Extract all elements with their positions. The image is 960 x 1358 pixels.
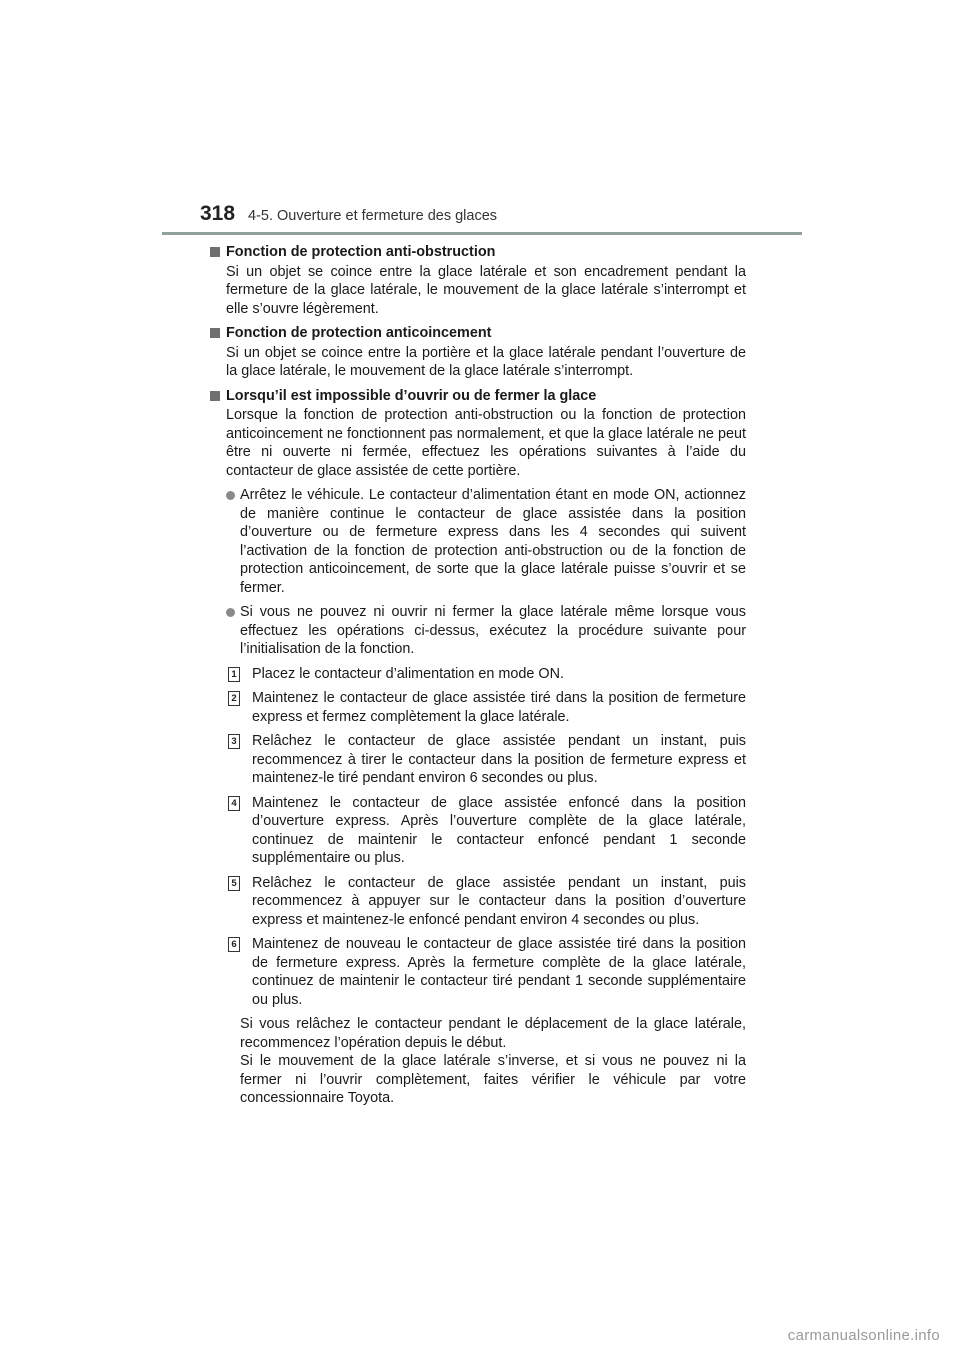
step-number-badge: 4 — [228, 796, 240, 811]
main-content — [210, 243, 746, 1114]
step-text: Maintenez le contacteur de glace assistée enfoncé dans la position d’ouverture express. Après l’ouverture complète de la glace latérale, continuez de maintenir le contacteur enfoncé pendant 1 seconde supplémentaire ou plus. — [252, 794, 746, 866]
page-header — [0, 0, 960, 236]
step-item — [210, 794, 746, 868]
step-number-badge: 1 — [228, 667, 240, 682]
section-heading — [210, 324, 746, 343]
step-text: Maintenez le contacteur de glace assistée tiré dans la position de fermeture express et fermez complètement la glace latérale. — [252, 690, 746, 725]
section-impossible-open-close — [210, 387, 746, 1108]
bullet-text: Arrêtez le véhicule. Le contacteur d’alimentation étant en mode ON, actionnez de manière continue le contacteur de glace assistée dans la position d’ouverture ou de fermeture express dans les 4 secondes qui suivent l’activation de la fonction de protection anti-obstruction ou de la fonction de protection anticoincement, de sorte que la glace latérale puisse s’ouvrir et se fermer. — [240, 487, 746, 596]
section-heading-text: Lorsqu’il est impossible d’ouvrir ou de fermer la glace — [226, 387, 597, 404]
closing-note: Si vous relâchez le contacteur pendant le déplacement de la glace latérale, recommencez l’opération depuis le début. — [240, 1016, 746, 1051]
section-heading — [210, 387, 746, 406]
round-bullet-icon — [226, 491, 235, 500]
square-bullet-icon — [210, 328, 220, 338]
bullet-text: Si vous ne pouvez ni ouvrir ni fermer la glace latérale même lorsque vous effectuez les opérations ci-dessus, exécutez la procédure suivante pour l’initialisation de la fonction. — [240, 604, 746, 657]
chapter-title: 4-5. Ouverture et fermeture des glaces — [248, 208, 498, 224]
step-text: Placez le contacteur d’alimentation en mode ON. — [252, 665, 564, 682]
section-paragraph: Si un objet se coince entre la portière et la glace latérale pendant l’ouverture de la glace latérale, le mouvement de la glace latérale s’interrompt. — [226, 344, 746, 379]
step-number-badge: 6 — [228, 937, 240, 952]
step-item — [210, 689, 746, 726]
page-number: 318 — [200, 202, 236, 225]
closing-notes — [210, 1015, 746, 1108]
watermark: carmanualsonline.info — [787, 1327, 940, 1344]
step-text: Relâchez le contacteur de glace assistée pendant un instant, puis recommencez à tirer le contacteur dans la position de fermeture express et maintenez-le tiré pendant environ 6 secondes ou plus. — [252, 733, 746, 786]
closing-note: Si le mouvement de la glace latérale s’inverse, et si vous ne pouvez ni la fermer ni l’ouvrir complètement, faites vérifier le véhicule par votre concessionnaire Toyota. — [240, 1053, 746, 1106]
section-paragraph: Si un objet se coince entre la glace latérale et son encadrement pendant la fermeture de la glace latérale, le mouvement de la glace latérale s’interrompt et elle s’ouvre légèrement. — [226, 263, 746, 317]
header-divider — [162, 232, 802, 235]
section-heading-text: Fonction de protection anti-obstruction — [226, 244, 496, 260]
step-item — [210, 874, 746, 930]
step-text: Maintenez de nouveau le contacteur de glace assistée tiré dans la position de fermeture express. Après la fermeture complète de la glace latérale, continuez de maintenir le contacteur tiré pendant 1 seconde supplémentaire ou plus. — [252, 936, 746, 1008]
step-number-badge: 2 — [228, 691, 240, 706]
section-anti-obstruction — [210, 243, 746, 318]
section-anticoincement — [210, 324, 746, 381]
section-heading-text: Fonction de protection anticoincement — [226, 325, 492, 341]
section-paragraph: Lorsque la fonction de protection anti-obstruction ou la fonction de protection anticoincement ne fonctionnent pas normalement, et que la glace latérale ne peut être ni ouverte ni fermée, effectuez les opérations suivantes à l’aide du contacteur de glace assistée de cette portière. — [226, 407, 746, 479]
bullet-item — [210, 603, 746, 659]
step-item — [210, 935, 746, 1009]
round-bullet-icon — [226, 608, 235, 617]
step-item — [210, 732, 746, 788]
step-text: Relâchez le contacteur de glace assistée pendant un instant, puis recommencez à appuyer sur le contacteur dans la position d’ouverture express et maintenez-le enfoncé pendant environ 4 secondes ou plus. — [252, 874, 746, 928]
square-bullet-icon — [210, 247, 220, 257]
bullet-item — [210, 486, 746, 597]
step-number-badge: 5 — [228, 876, 240, 891]
section-heading — [210, 243, 746, 262]
square-bullet-icon — [210, 391, 220, 401]
step-item — [210, 665, 746, 684]
step-number-badge: 3 — [228, 734, 240, 749]
